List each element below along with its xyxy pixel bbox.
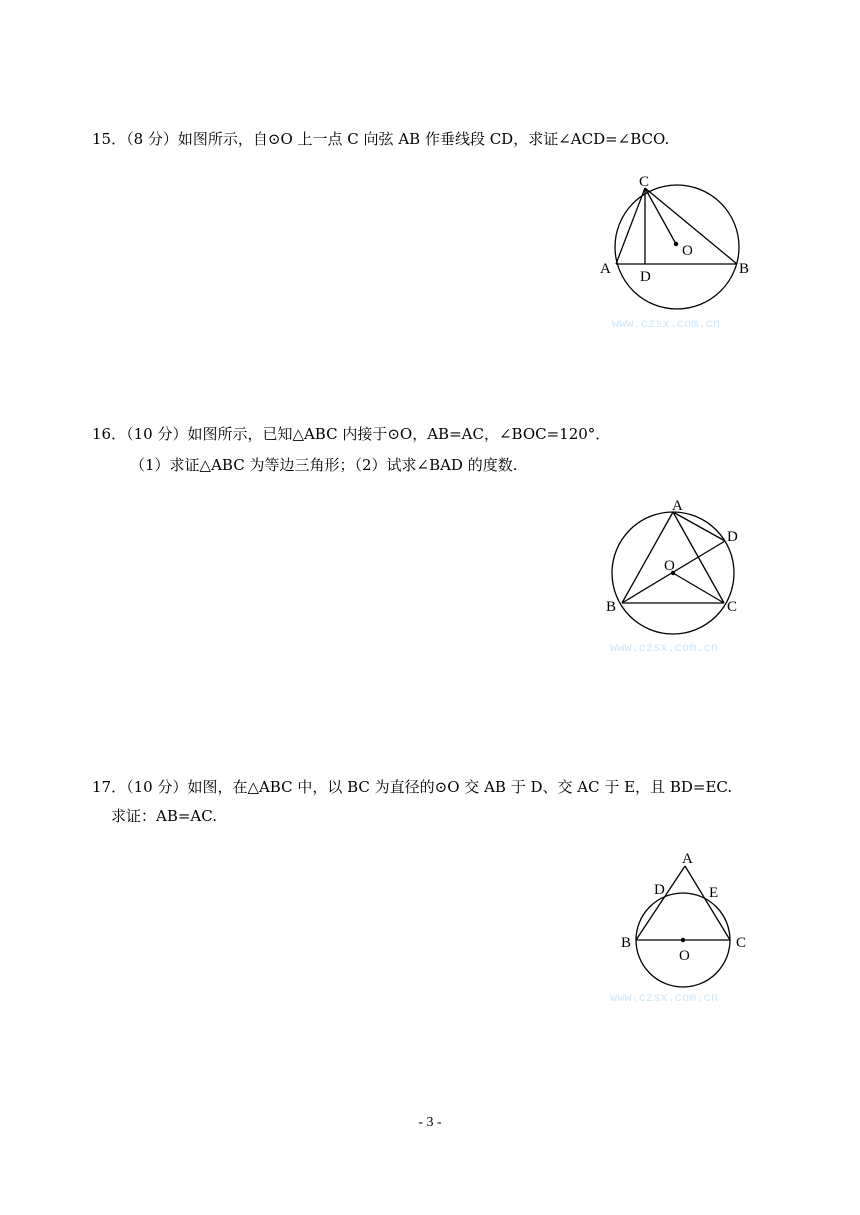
q17-figure — [605, 845, 775, 1010]
page-number: - 3 - — [418, 1115, 442, 1130]
q17-label-b: B — [621, 935, 632, 951]
q16-figure — [595, 490, 775, 660]
q15-label-a: A — [600, 261, 611, 277]
q16-watermark: www.czsx.com.cn — [610, 641, 719, 655]
q17-label-d: D — [654, 882, 665, 898]
q16-segment-oc — [673, 573, 724, 603]
q17-segment-ab — [636, 866, 685, 940]
q15-segment-ca — [616, 188, 645, 264]
q17-label-a: A — [682, 851, 693, 867]
q16-label-c: C — [727, 599, 738, 615]
q15-watermark: www.czsx.com.cn — [612, 317, 721, 331]
q16-subtext: （1）求证△ABC 为等边三角形；（2）试求∠BAD 的度数. — [130, 456, 518, 474]
q15-label-c: C — [639, 174, 650, 190]
q15-center-dot — [674, 242, 678, 246]
q15-label-d: D — [640, 269, 651, 285]
q17-label-e: E — [709, 885, 719, 901]
q17-segment-ac — [685, 866, 730, 940]
q16-label-b: B — [606, 599, 617, 615]
q15-segment-co — [645, 188, 676, 244]
q17-center-dot — [681, 938, 685, 942]
q17-text: 17．（10 分）如图，在△ABC 中，以 BC 为直径的⊙O 交 AB 于 D、交 AC 于 E，且 BD=EC. — [92, 778, 733, 796]
q16-text: 16．（10 分）如图所示，已知△ABC 内接于⊙O，AB=AC，∠BOC=120°． — [92, 425, 611, 443]
q17-watermark: www.czsx.com.cn — [610, 991, 719, 1005]
q15-circle — [615, 185, 739, 309]
q17-label-o: O — [679, 948, 690, 964]
q16-label-o: O — [664, 558, 675, 574]
q15-label-o: O — [682, 243, 693, 259]
q15-figure — [590, 165, 770, 340]
q15-text: 15．（8 分）如图所示，自⊙O 上一点 C 向弦 AB 作垂线段 CD，求证∠ACD=∠BCO. — [92, 130, 670, 148]
q17-label-c: C — [736, 935, 747, 951]
q15-label-b: B — [739, 261, 750, 277]
q16-label-d: D — [727, 529, 738, 545]
q16-label-a: A — [672, 498, 683, 514]
q17-subtext: 求证：AB=AC. — [111, 807, 217, 825]
